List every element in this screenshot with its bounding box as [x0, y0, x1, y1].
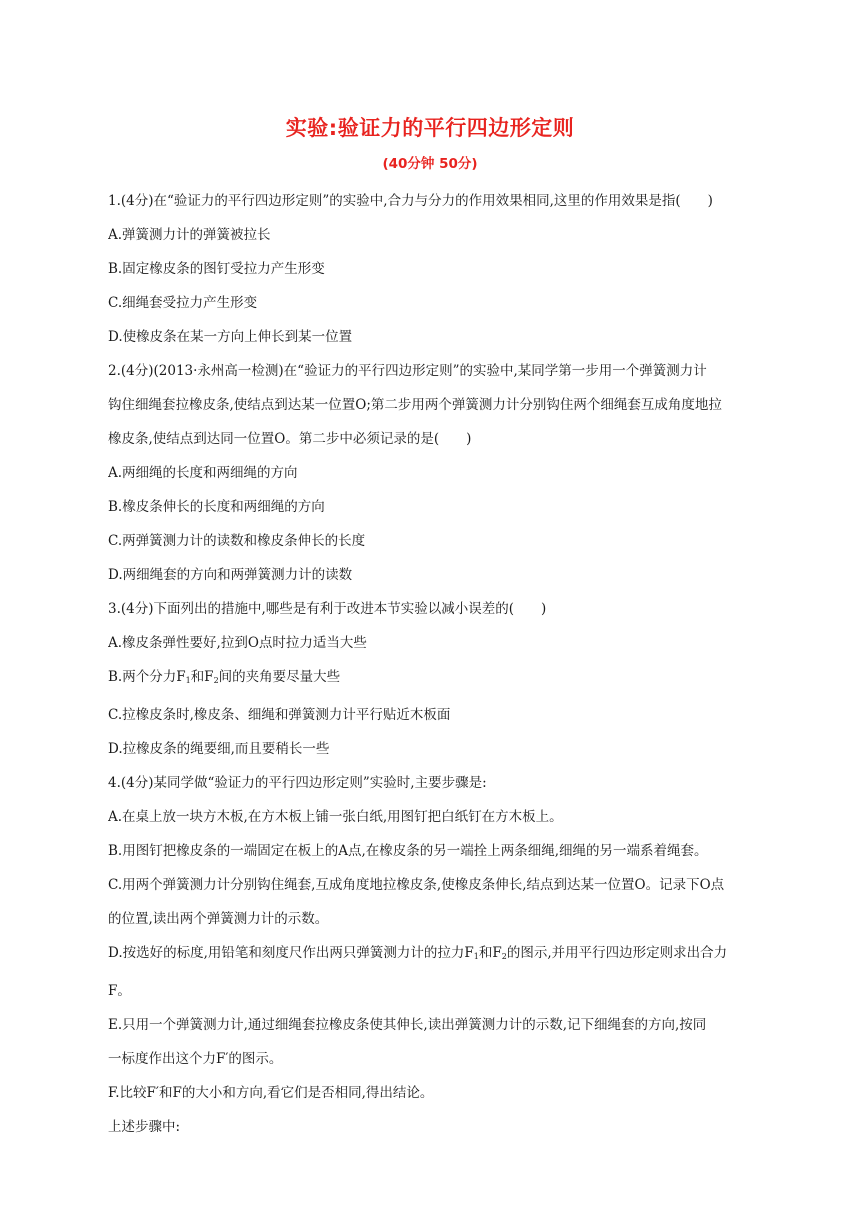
question-1-option-b: B.固定橡皮条的图钉受拉力产生形变 [108, 261, 325, 277]
question-1-stem: 1.(4分)在“验证力的平行四边形定则”的实验中,合力与分力的作用效果相同,这里的作用效果是指( ) [108, 193, 713, 209]
question-2-stem-line-2: 钩住细绳套拉橡皮条,使结点到达某一位置O;第二步用两个弹簧测力计分别钩住两个细绳套互成角度地拉 [108, 397, 722, 413]
question-1-option-d: D.使橡皮条在某一方向上伸长到某一位置 [108, 329, 353, 345]
question-4-step-d-line-1 [108, 936, 780, 974]
question-4-step-e-line-2: 一标度作出这个力F′的图示。 [108, 1051, 283, 1067]
question-4-stem: 4.(4分)某同学做“验证力的平行四边形定则”实验时,主要步骤是: [108, 775, 487, 791]
q3b-subscript-2: 2 [213, 676, 219, 685]
question-4-step-c-line-1: C.用两个弹簧测力计分别钩住绳套,互成角度地拉橡皮条,使橡皮条伸长,结点到达某一位置O。记录下O点 [108, 877, 725, 893]
question-3-option-b [108, 660, 780, 698]
question-3-stem: 3.(4分)下面列出的措施中,哪些是有利于改进本节实验以减小误差的( ) [108, 601, 547, 617]
question-3-option-c: C.拉橡皮条时,橡皮条、细绳和弹簧测力计平行贴近木板面 [108, 707, 451, 723]
question-1-option-a: A.弹簧测力计的弹簧被拉长 [108, 227, 271, 243]
question-2-stem-line-1: 2.(4分)(2013·永州高一检测)在“验证力的平行四边形定则”的实验中,某同学第一步用一个弹簧测力计 [108, 363, 707, 379]
q4d-text-mid: 和F [478, 945, 502, 961]
question-1-option-c: C.细绳套受拉力产生形变 [108, 295, 258, 311]
q4d-subscript-2: 2 [501, 952, 507, 961]
document-body [108, 184, 780, 1144]
question-4-step-c-line-2: 的位置,读出两个弹簧测力计的示数。 [108, 911, 329, 927]
question-4-prompt: 上述步骤中: [108, 1119, 181, 1135]
q4d-subscript-1: 1 [473, 952, 479, 961]
page-title: 实验:验证力的平行四边形定则 [285, 116, 575, 140]
question-4-step-f: F.比较F′和F的大小和方向,看它们是否相同,得出结论。 [108, 1085, 434, 1101]
question-2-option-a: A.两细绳的长度和两细绳的方向 [108, 465, 298, 481]
question-2-option-c: C.两弹簧测力计的读数和橡皮条伸长的长度 [108, 533, 366, 549]
q4d-text-pre: D.按选好的标度,用铅笔和刻度尺作出两只弹簧测力计的拉力F [108, 945, 474, 961]
q4d-text-post: 的图示,并用平行四边形定则求出合力 [506, 945, 728, 961]
question-3-option-d: D.拉橡皮条的绳要细,而且要稍长一些 [108, 741, 330, 757]
question-4-step-b: B.用图钉把橡皮条的一端固定在板上的A点,在橡皮条的另一端拴上两条细绳,细绳的另一端系着绳套。 [108, 843, 708, 859]
question-2-option-b: B.橡皮条伸长的长度和两细绳的方向 [108, 499, 325, 515]
question-3-option-a: A.橡皮条弹性要好,拉到O点时拉力适当大些 [108, 635, 367, 651]
q3b-text-pre: B.两个分力F [108, 669, 186, 685]
question-4-step-d-line-2: F。 [108, 983, 131, 999]
q3b-subscript-1: 1 [185, 676, 191, 685]
q3b-text-mid: 和F [190, 669, 214, 685]
q3b-text-post: 间的夹角要尽量大些 [218, 669, 341, 685]
page-subtitle: (40分钟 50分) [382, 156, 478, 172]
question-2-stem-line-3: 橡皮条,使结点到达同一位置O。第二步中必须记录的是( ) [108, 431, 472, 447]
question-4-step-e-line-1: E.只用一个弹簧测力计,通过细绳套拉橡皮条使其伸长,读出弹簧测力计的示数,记下细绳套的方向,按同 [108, 1017, 707, 1033]
question-2-option-d: D.两细绳套的方向和两弹簧测力计的读数 [108, 567, 353, 583]
question-4-step-a: A.在桌上放一块方木板,在方木板上铺一张白纸,用图钉把白纸钉在方木板上。 [108, 809, 563, 825]
